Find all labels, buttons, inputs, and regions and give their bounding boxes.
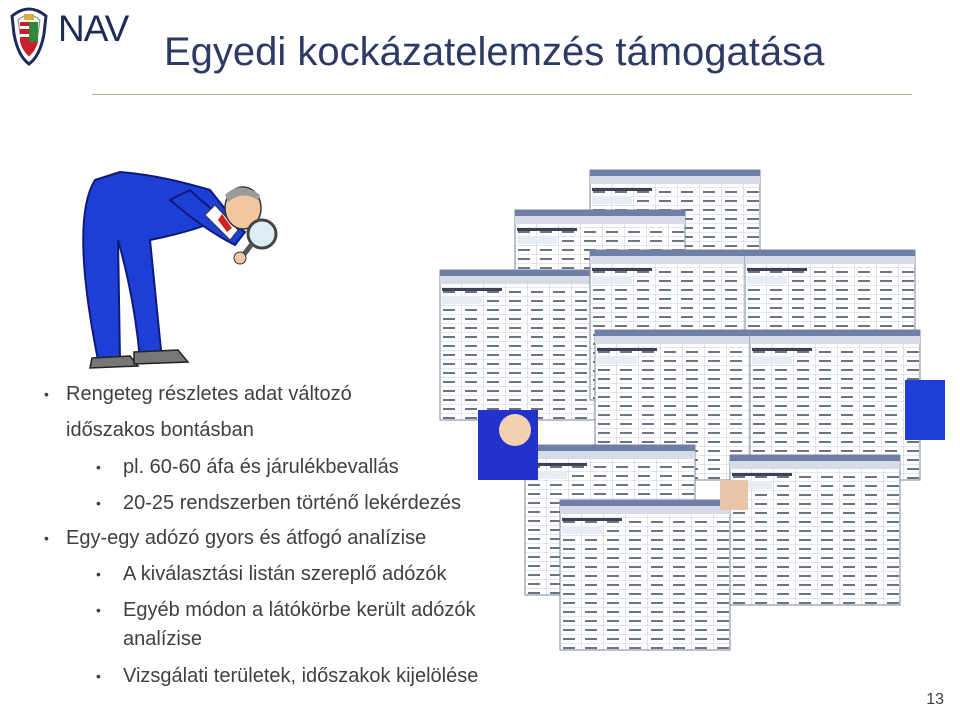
slide-title: Egyedi kockázatelemzés támogatása <box>164 30 825 74</box>
bullet-marker: • <box>96 602 101 618</box>
list-item: Rengeteg részletes adat változó <box>66 383 352 405</box>
list-item: Egyéb módon a látókörbe került adózók <box>123 599 476 621</box>
list-item: időszakos bontásban <box>66 419 254 441</box>
bullet-marker: • <box>44 386 49 402</box>
bullet-marker: • <box>96 668 101 684</box>
bullet-marker: • <box>96 566 101 582</box>
list-item: pl. 60-60 áfa és járulékbevallás <box>123 456 399 478</box>
list-item: Egy-egy adózó gyors és átfogó analízise <box>66 527 427 549</box>
bullet-marker: • <box>96 495 101 511</box>
bullet-marker: • <box>44 530 49 546</box>
page-number: 13 <box>926 691 944 708</box>
list-item: 20-25 rendszerben történő lekérdezés <box>123 492 461 514</box>
logo-text: NAV <box>58 8 129 49</box>
list-item: analízise <box>123 628 202 650</box>
list-item: Vizsgálati területek, időszakok kijelölése <box>123 665 479 687</box>
bullet-marker: • <box>96 459 101 475</box>
list-item: A kiválasztási listán szereplő adózók <box>123 563 447 585</box>
